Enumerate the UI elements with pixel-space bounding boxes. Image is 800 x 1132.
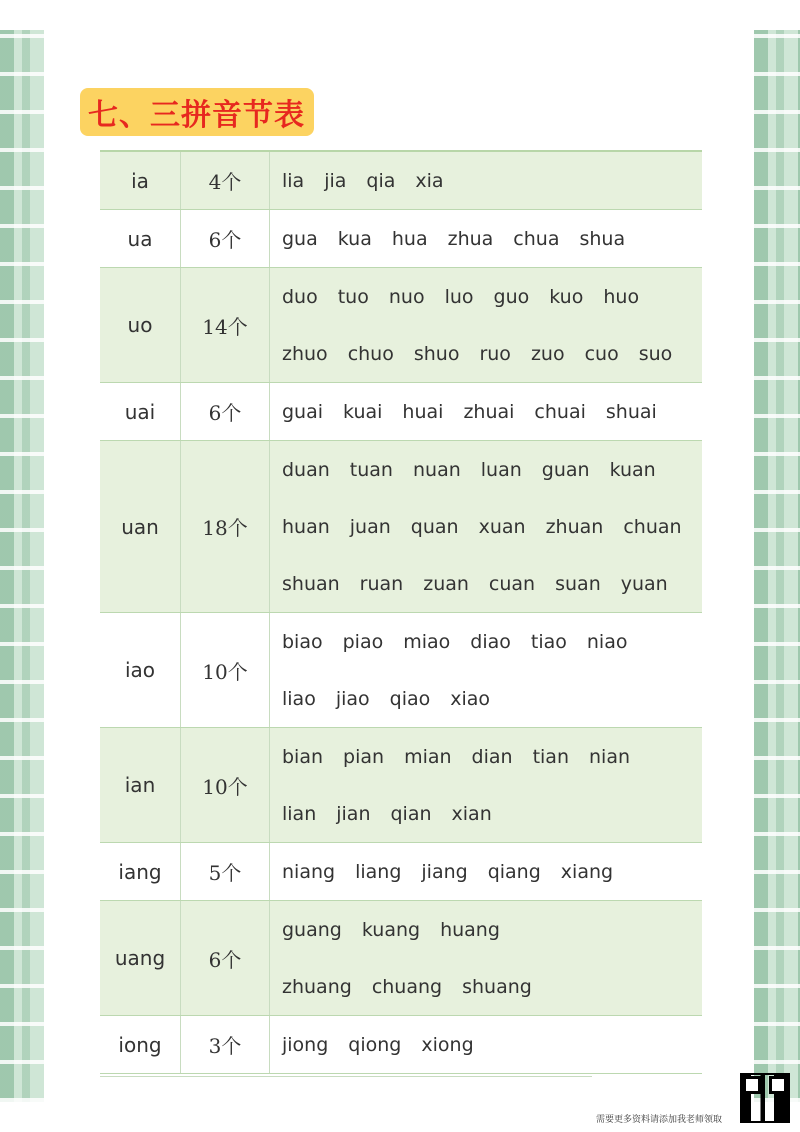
syllable: qian xyxy=(390,802,432,825)
syllable: huai xyxy=(402,400,444,423)
syllable: duan xyxy=(282,458,330,481)
syllable-line xyxy=(282,958,702,1015)
table-row xyxy=(100,901,702,1016)
syllable: tiao xyxy=(530,630,567,653)
syllable: zhua xyxy=(447,227,494,250)
syllable-line xyxy=(282,325,702,382)
footer-note: 需要更多资料请添加我老师领取 xyxy=(596,1115,723,1125)
syllable: kuan xyxy=(609,458,656,481)
table-row xyxy=(100,1016,702,1074)
syllable: shuo xyxy=(413,342,460,365)
syllables-cell xyxy=(270,441,703,613)
syllable: qiao xyxy=(389,687,431,710)
syllable: gua xyxy=(282,227,318,250)
syllables-cell xyxy=(270,210,703,268)
syllable-line xyxy=(282,268,702,325)
syllable: xuan xyxy=(478,515,526,538)
syllable-line xyxy=(282,555,702,612)
syllable: guang xyxy=(282,918,342,941)
syllable: nuan xyxy=(412,458,461,481)
right-decorative-border xyxy=(754,30,800,1102)
syllable: niang xyxy=(282,860,336,883)
syllables-cell xyxy=(270,151,703,210)
syllable: shuan xyxy=(282,572,340,595)
syllable: zuan xyxy=(423,572,469,595)
syllable: chuang xyxy=(371,975,443,998)
syllable: huo xyxy=(603,285,640,308)
syllable: cuo xyxy=(584,342,619,365)
syllable: guan xyxy=(541,458,590,481)
syllable: xia xyxy=(415,169,444,192)
section-title-box xyxy=(80,88,314,136)
syllable: kuang xyxy=(361,918,421,941)
final-cell: iong xyxy=(100,1016,181,1074)
left-decorative-border xyxy=(0,30,44,1102)
syllable: jiao xyxy=(335,687,370,710)
table-bottom-rule xyxy=(100,1076,592,1077)
syllable: qiong xyxy=(348,1033,402,1056)
count-cell: 18个 xyxy=(181,441,270,613)
final-cell: ua xyxy=(100,210,181,268)
syllables-cell xyxy=(270,901,703,1016)
syllable: yuan xyxy=(620,572,668,595)
final-cell: uai xyxy=(100,383,181,441)
syllable: chuan xyxy=(623,515,682,538)
syllable: tuo xyxy=(337,285,369,308)
syllable: miao xyxy=(403,630,451,653)
syllable: mian xyxy=(404,745,452,768)
final-cell: iao xyxy=(100,613,181,728)
count-cell: 5个 xyxy=(181,843,270,901)
syllable-line xyxy=(282,383,702,440)
syllable: lian xyxy=(282,802,317,825)
syllable: xiang xyxy=(560,860,614,883)
syllable: shuai xyxy=(605,400,657,423)
syllable: ruo xyxy=(479,342,511,365)
syllables-cell xyxy=(270,728,703,843)
syllable: quan xyxy=(410,515,459,538)
count-cell: 6个 xyxy=(181,210,270,268)
count-cell: 6个 xyxy=(181,901,270,1016)
final-cell: uang xyxy=(100,901,181,1016)
syllable: zuo xyxy=(530,342,565,365)
syllables-cell xyxy=(270,613,703,728)
syllable: xiao xyxy=(450,687,491,710)
syllable: biao xyxy=(282,630,323,653)
count-cell: 10个 xyxy=(181,728,270,843)
count-cell: 14个 xyxy=(181,268,270,383)
count-cell: 6个 xyxy=(181,383,270,441)
syllable: zhuai xyxy=(463,400,515,423)
count-cell: 4个 xyxy=(181,151,270,210)
count-cell: 3个 xyxy=(181,1016,270,1074)
table-row xyxy=(100,383,702,441)
syllable-line xyxy=(282,152,702,209)
syllable: shuang xyxy=(462,975,532,998)
table-row xyxy=(100,151,702,210)
syllable-line xyxy=(282,843,702,900)
syllable: suo xyxy=(638,342,673,365)
syllable: zhuang xyxy=(282,975,352,998)
syllable: shua xyxy=(579,227,626,250)
syllable: kuo xyxy=(549,285,584,308)
syllable: huan xyxy=(282,515,330,538)
final-cell: uan xyxy=(100,441,181,613)
syllable-table xyxy=(100,150,702,1074)
syllable: dian xyxy=(471,745,513,768)
syllable: guai xyxy=(282,400,324,423)
syllable: juan xyxy=(349,515,391,538)
table-row xyxy=(100,268,702,383)
count-cell: 10个 xyxy=(181,613,270,728)
syllable-line xyxy=(282,785,702,842)
page-title: 七、三拼音节表 xyxy=(88,98,305,133)
syllable-line xyxy=(282,613,702,670)
syllable: kua xyxy=(337,227,372,250)
syllable: chuai xyxy=(534,400,586,423)
syllable-line xyxy=(282,728,702,785)
syllable: jia xyxy=(324,169,347,192)
syllable: nian xyxy=(589,745,631,768)
final-cell: ia xyxy=(100,151,181,210)
syllable-line xyxy=(282,1016,702,1073)
syllable: jian xyxy=(336,802,371,825)
final-cell: uo xyxy=(100,268,181,383)
syllable: jiang xyxy=(421,860,468,883)
syllable-line xyxy=(282,670,702,727)
syllable-line xyxy=(282,901,702,958)
syllable: luan xyxy=(480,458,522,481)
syllable: huang xyxy=(440,918,500,941)
syllable: bian xyxy=(282,745,324,768)
syllable: niao xyxy=(586,630,628,653)
syllable: xiong xyxy=(421,1033,474,1056)
qr-code-icon xyxy=(740,1073,790,1123)
syllable: pian xyxy=(343,745,385,768)
syllable: ruan xyxy=(359,572,404,595)
syllable: kuai xyxy=(343,400,383,423)
table-body xyxy=(100,151,702,1074)
syllable: nuo xyxy=(388,285,425,308)
table-row xyxy=(100,210,702,268)
final-cell: ian xyxy=(100,728,181,843)
syllables-cell xyxy=(270,268,703,383)
syllables-cell xyxy=(270,1016,703,1074)
syllable: chuo xyxy=(347,342,394,365)
syllable: qiang xyxy=(487,860,541,883)
syllable: jiong xyxy=(282,1033,329,1056)
syllable: liao xyxy=(282,687,316,710)
syllable-line xyxy=(282,498,702,555)
syllable: tian xyxy=(532,745,569,768)
syllable: luo xyxy=(444,285,474,308)
syllable: hua xyxy=(391,227,428,250)
table-row xyxy=(100,441,702,613)
syllable: xian xyxy=(451,802,492,825)
syllable: suan xyxy=(555,572,601,595)
syllable-line xyxy=(282,210,702,267)
syllables-cell xyxy=(270,383,703,441)
syllable: zhuan xyxy=(545,515,604,538)
syllable: lia xyxy=(282,169,305,192)
syllable: cuan xyxy=(488,572,536,595)
syllables-cell xyxy=(270,843,703,901)
table-row xyxy=(100,843,702,901)
syllable: guo xyxy=(493,285,530,308)
final-cell: iang xyxy=(100,843,181,901)
syllable: liang xyxy=(355,860,402,883)
syllable: duo xyxy=(282,285,318,308)
syllable-line xyxy=(282,441,702,498)
syllable: tuan xyxy=(349,458,393,481)
syllable: diao xyxy=(470,630,511,653)
syllable: qia xyxy=(366,169,396,192)
syllable: piao xyxy=(342,630,384,653)
syllable: zhuo xyxy=(282,342,328,365)
syllable: chua xyxy=(513,227,560,250)
table-row xyxy=(100,728,702,843)
table-row xyxy=(100,613,702,728)
